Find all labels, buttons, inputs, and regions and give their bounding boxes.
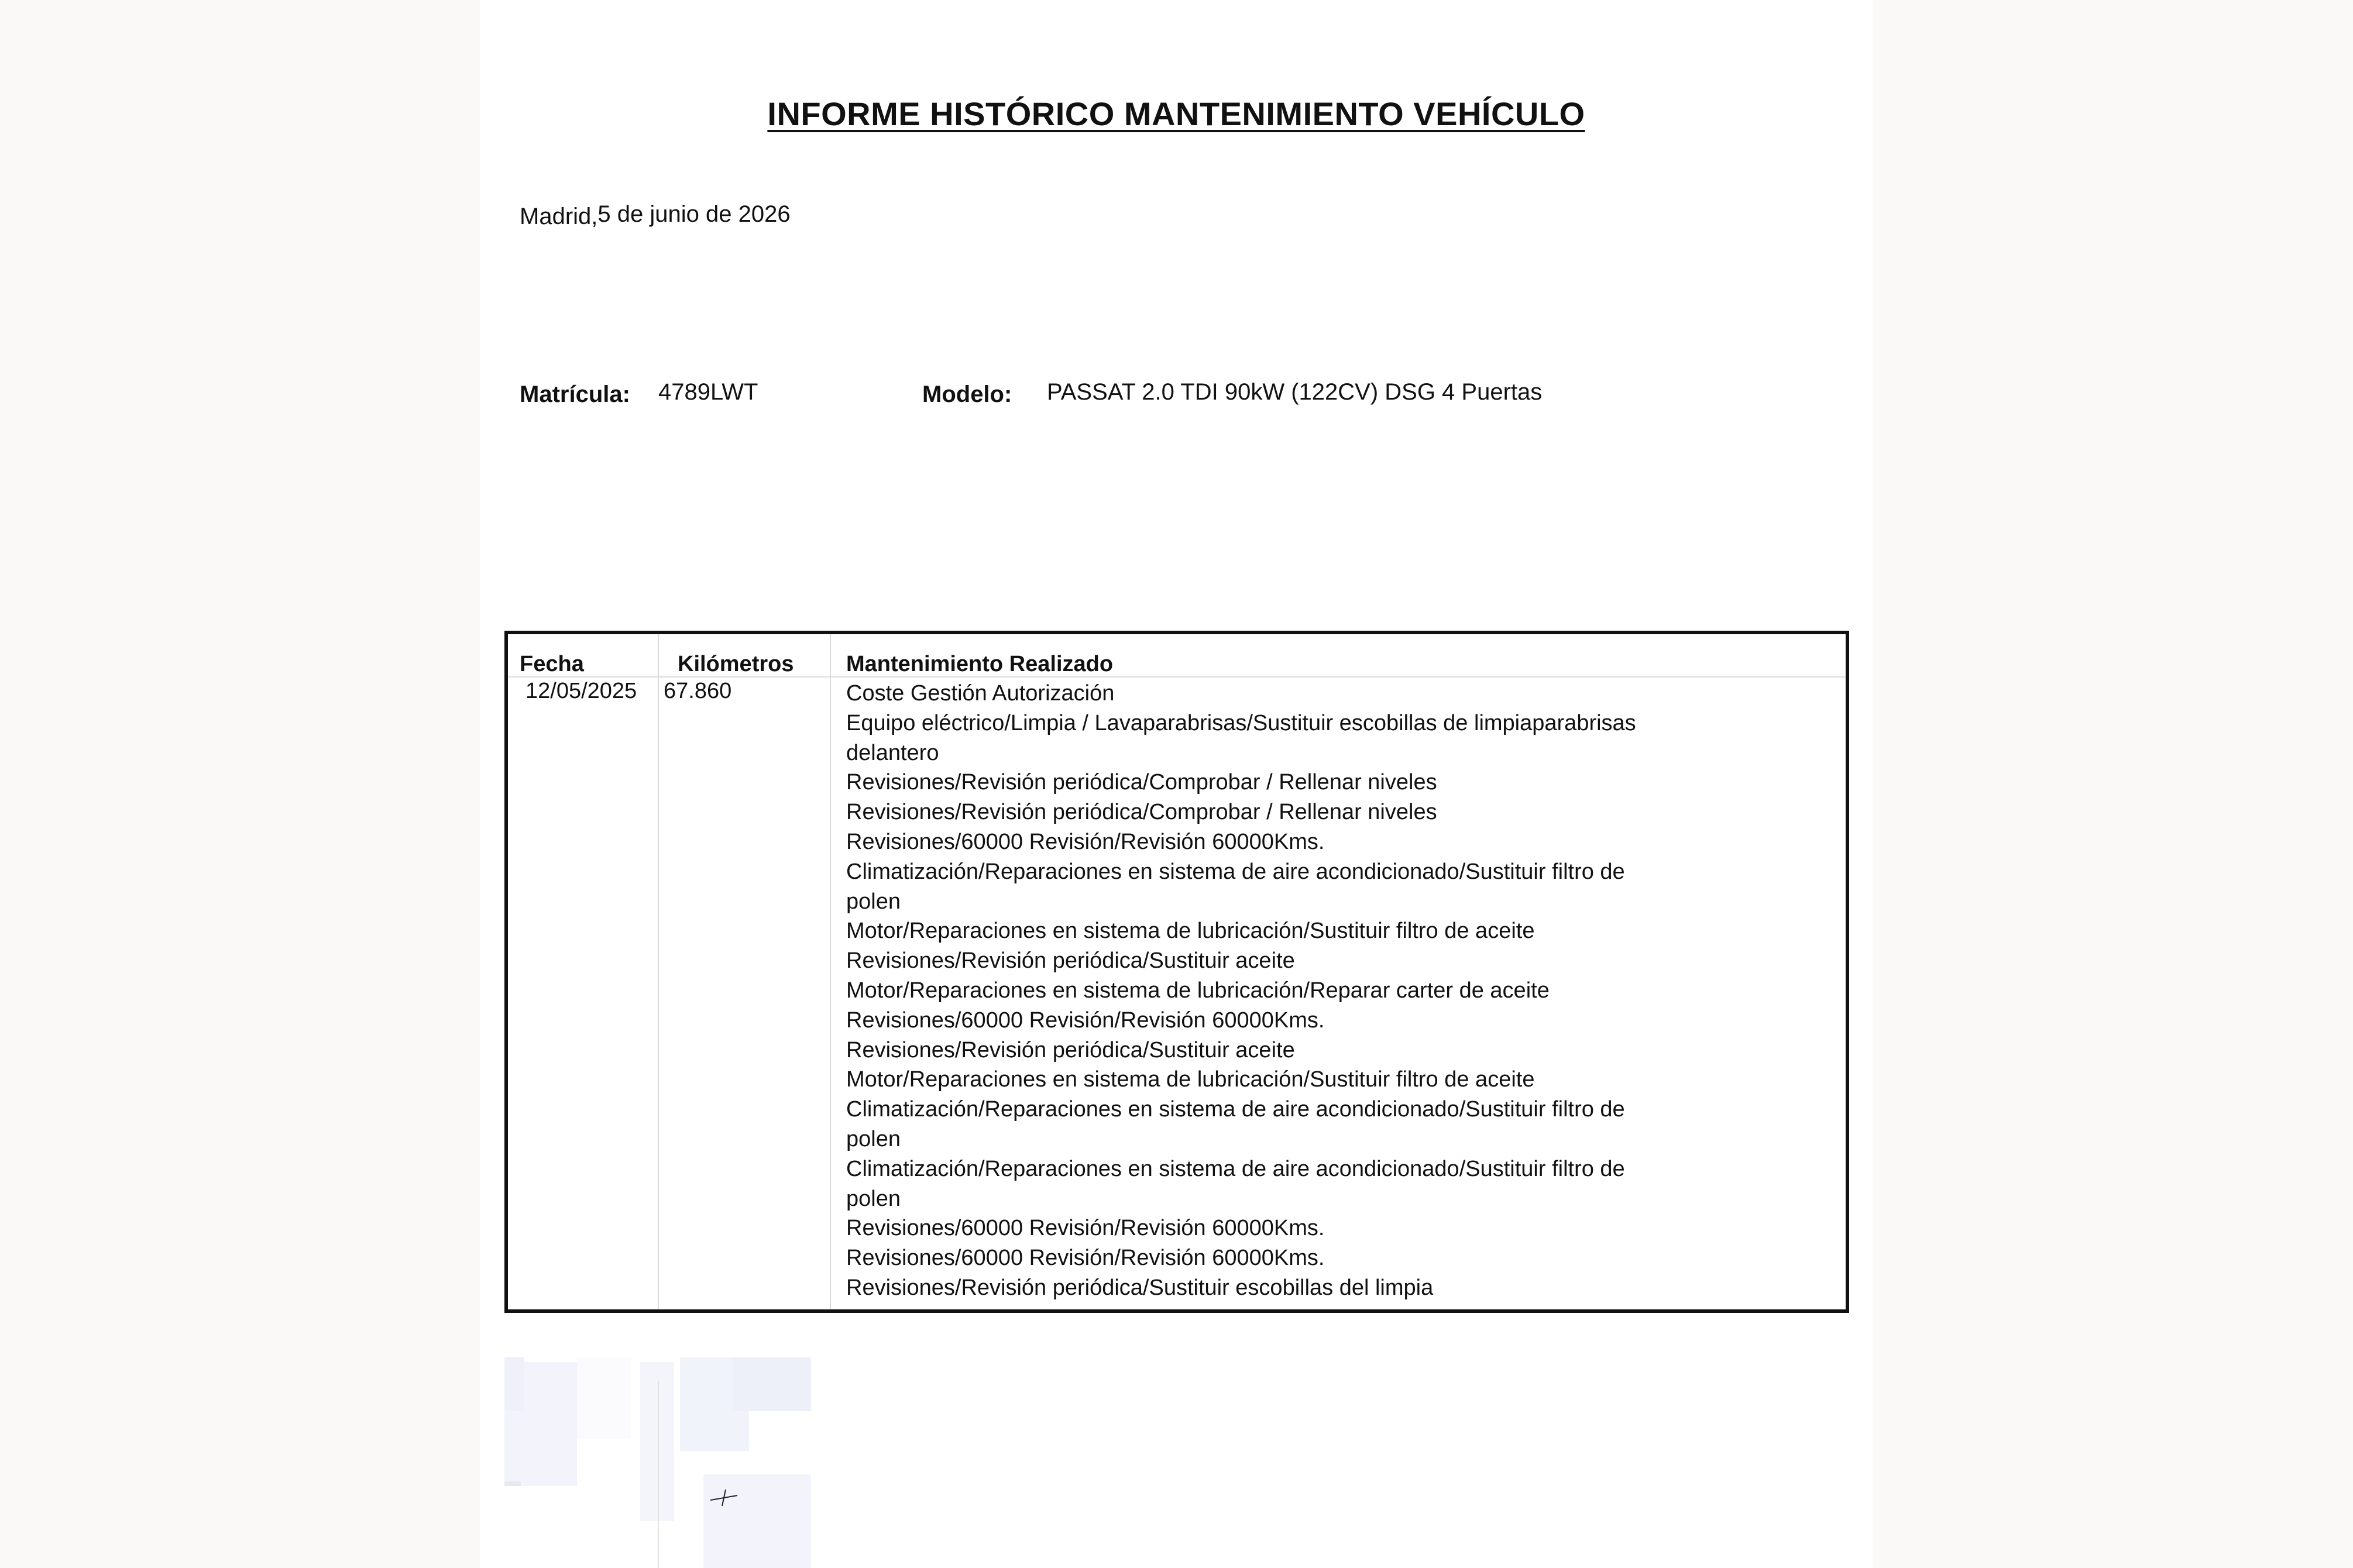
maintenance-line: delantero [846,740,939,765]
maintenance-line: Revisiones/Revisión periódica/Sustituir aceite [846,1037,1295,1062]
maintenance-line: Equipo eléctrico/Limpia / Lavaparabrisas/Sustituir escobillas de limpiaparabrisas [846,710,1636,735]
document-sheet [480,0,1873,1568]
maintenance-line: Climatización/Reparaciones en sistema de aire acondicionado/Sustituir filtro de [846,1156,1625,1181]
maintenance-line: Motor/Reparaciones en sistema de lubricación/Reparar carter de aceite [846,978,1550,1003]
faded-block [733,1357,811,1411]
plate-value: 4789LWT [658,379,758,405]
faded-block [504,1357,524,1411]
column-divider [658,634,659,1309]
column-divider [830,634,831,1309]
maintenance-line: Motor/Reparaciones en sistema de lubricación/Sustituir filtro de aceite [846,1067,1535,1092]
model-value: PASSAT 2.0 TDI 90kW (122CV) DSG 4 Puertas [1047,379,1543,405]
header-date: Fecha [520,652,584,676]
row-km: 67.860 [664,679,732,703]
faded-block [577,1357,631,1439]
maintenance-line: Revisiones/60000 Revisión/Revisión 60000Kms. [846,829,1325,854]
maintenance-line: Revisiones/Revisión periódica/Sustituir escobillas del limpia [846,1275,1434,1300]
maintenance-line: Revisiones/Revisión periódica/Comprobar / Rellenar niveles [846,800,1437,825]
maintenance-line: Climatización/Reparaciones en sistema de aire acondicionado/Sustituir filtro de [846,1097,1625,1122]
maintenance-line: Revisiones/60000 Revisión/Revisión 60000Kms. [846,1246,1325,1271]
maintenance-line: Coste Gestión Autorización [846,681,1115,706]
faded-block [703,1474,811,1568]
maintenance-line: polen [846,1126,901,1151]
maintenance-line: Climatización/Reparaciones en sistema de aire acondicionado/Sustituir filtro de [846,859,1625,884]
maintenance-line: Revisiones/60000 Revisión/Revisión 60000Kms. [846,1216,1325,1241]
place-date [520,201,791,228]
maintenance-line: polen [846,1186,901,1211]
maintenance-line: Revisiones/Revisión periódica/Sustituir aceite [846,948,1295,974]
maintenance-table [504,631,1849,1313]
maintenance-line: Motor/Reparaciones en sistema de lubricación/Sustituir filtro de aceite [846,919,1535,944]
maintenance-line: polen [846,889,901,914]
maintenance-line: Revisiones/Revisión periódica/Comprobar / Rellenar niveles [846,770,1437,795]
row-date: 12/05/2025 [525,679,637,703]
faded-rule [658,1381,659,1568]
maintenance-line: Revisiones/60000 Revisión/Revisión 60000Kms. [846,1007,1325,1033]
redacted-signature-area [504,1357,832,1568]
header-work: Mantenimiento Realizado [846,652,1114,676]
maintenance-list [846,679,1677,1303]
model-label: Modelo: [922,381,1012,407]
faded-block [504,1481,521,1486]
city: Madrid, [520,204,598,229]
header-km: Kilómetros [678,652,794,676]
report-date: 5 de junio de 2026 [597,201,791,227]
plate-label: Matrícula: [520,381,630,407]
faded-block [640,1362,674,1521]
document-title: INFORME HISTÓRICO MANTENIMIENTO VEHÍCULO [767,95,1585,132]
